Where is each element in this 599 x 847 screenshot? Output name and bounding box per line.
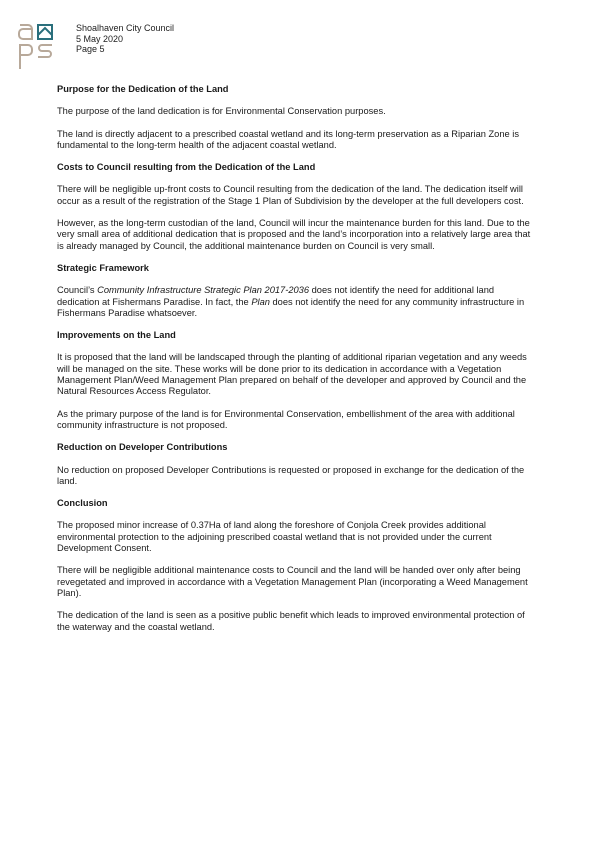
- document-body: [57, 84, 537, 644]
- plan-ref: Plan: [251, 296, 270, 307]
- text-run: Council’s: [57, 285, 98, 296]
- paragraph: The dedication of the land is seen as a positive public benefit which leads to improved environmental protection of the waterway and the coastal wetland.: [57, 610, 525, 632]
- text-run: does not identify the need for any community infrastructure in Fishermans Paradise whatsoever.: [57, 296, 525, 318]
- plan-title: Community Infrastructure Strategic Plan 2017-2036: [97, 285, 310, 296]
- section-heading: Conclusion: [57, 498, 108, 509]
- section-heading: Costs to Council resulting from the Dedication of the Land: [57, 162, 316, 173]
- aps-logo: [17, 21, 57, 71]
- section-heading: Improvements on the Land: [57, 330, 176, 341]
- paragraph: However, as the long-term custodian of the land, Council will incur the maintenance burden for this land. Due to the very small area of additional dedication that is proposed and the land’s incorporation into a relatively large area that is already managed by Council, the additional maintenance burden on Council is very small.: [57, 218, 531, 251]
- paragraph: There will be negligible up-front costs to Council resulting from the dedication of the land. The dedication itself will occur as a result of the registration of the Stage 1 Plan of Subdivision by the developer at the full developers cost.: [57, 184, 524, 206]
- section-contributions: [57, 442, 537, 487]
- paragraph: The proposed minor increase of 0.37Ha of land along the foreshore of Conjola Creek provides additional environmental protection to the adjoining prescribed coastal wetland that is not provided under the current Development Consent.: [57, 520, 492, 554]
- section-improvements: [57, 330, 537, 431]
- header-date: 5 May 2020: [76, 33, 124, 44]
- text-run: does not identify the need for additional land dedication at Fishermans Paradise. In fact, the: [57, 285, 495, 307]
- paragraph: It is proposed that the land will be landscaped through the planting of additional riparian vegetation and any weeds will be managed on the site. These works will be done prior to its dedication in accordance with a Vegetation Management Plan/Weed Management Plan prepared on behalf of the developer and approved by Council and the Natural Resources Access Regulator.: [57, 352, 527, 397]
- paragraph: The land is directly adjacent to a prescribed coastal wetland and its long-term preservation as a Riparian Zone is fundamental to the long-term health of the adjacent coastal wetland.: [57, 128, 519, 150]
- section-purpose: [57, 84, 537, 151]
- section-strategic-framework: [57, 263, 537, 319]
- paragraph: The purpose of the land dedication is for Environmental Conservation purposes.: [57, 106, 386, 117]
- section-heading: Strategic Framework: [57, 262, 149, 273]
- section-heading: Purpose for the Dedication of the Land: [57, 84, 229, 94]
- section-costs: [57, 162, 537, 252]
- paragraph: [57, 285, 537, 319]
- paragraph: No reduction on proposed Developer Contributions is requested or proposed in exchange for the dedication of the land.: [57, 464, 525, 486]
- section-heading: Reduction on Developer Contributions: [57, 442, 228, 453]
- header-council: Shoalhaven City Council: [76, 23, 175, 33]
- header-page: Page 5: [76, 44, 105, 54]
- page-header: [76, 23, 174, 55]
- paragraph: As the primary purpose of the land is for Environmental Conservation, embellishment of the area with additional community infrastructure is not proposed.: [57, 408, 515, 430]
- section-conclusion: [57, 498, 537, 633]
- paragraph: There will be negligible additional maintenance costs to Council and the land will be handed over only after being revegetated and improved in accordance with a Vegetation Management Plan (incorporating a Weed Management Plan).: [57, 565, 528, 598]
